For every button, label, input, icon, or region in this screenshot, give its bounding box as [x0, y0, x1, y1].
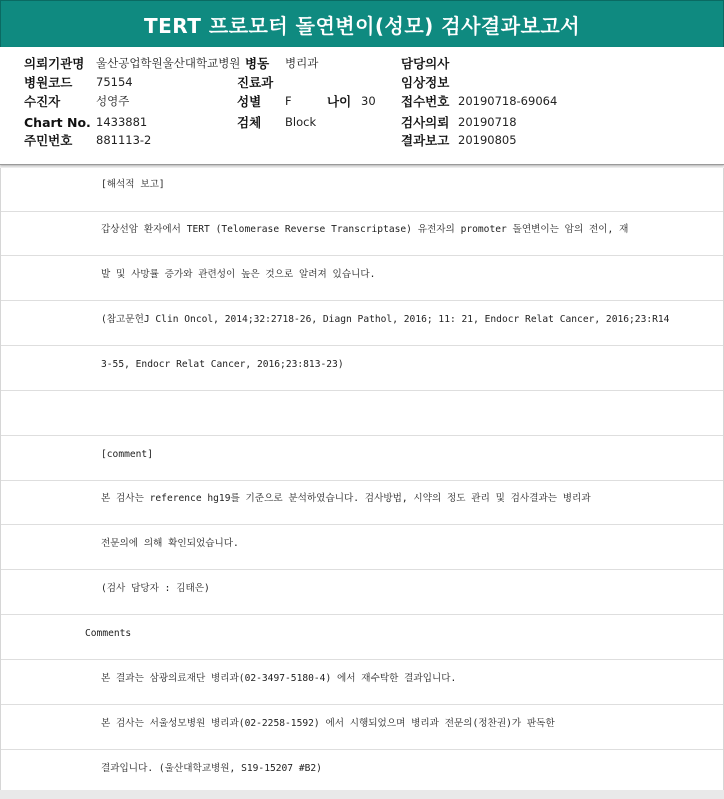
- age-value: 30: [361, 94, 376, 108]
- resident-id-label: 주민번호: [24, 133, 73, 148]
- institution-label: 의뢰기관명: [24, 56, 85, 71]
- report-date-label: 결과보고: [401, 133, 450, 148]
- report-line-text: (검사 담당자 : 김태은): [101, 583, 210, 594]
- info-row-chart: [0, 113, 724, 132]
- report-line-text: [comment]: [101, 449, 153, 460]
- info-row-patient: [0, 92, 724, 111]
- report-title: TERT 프로모터 돌연변이(성모) 검사결과보고서: [143, 13, 581, 38]
- report-line: [1, 347, 723, 391]
- report-line: [1, 481, 723, 525]
- patient-value: 성영주: [96, 94, 130, 108]
- resident-id-value: 881113-2: [96, 133, 152, 147]
- patient-info-panel: [0, 47, 724, 165]
- report-line-text: 결과입니다. (울산대학교병원, S19-15207 #B2): [101, 763, 322, 774]
- report-line-empty: [1, 392, 723, 436]
- report-line: [1, 212, 723, 256]
- bottom-scroll-strip: [0, 790, 724, 799]
- accession-label: 접수번호: [401, 94, 450, 109]
- report-line-text: [해석적 보고]: [101, 179, 165, 190]
- report-line-text: 전문의에 의해 확인되었습니다.: [101, 538, 239, 549]
- report-line: [1, 616, 723, 660]
- request-date-value: 20190718: [458, 115, 517, 129]
- report-line-text: 본 검사는 reference hg19를 기준으로 분석하였습니다. 검사방법, 시약의 정도 관리 및 검사결과는 병리과: [101, 493, 591, 504]
- report-line: [1, 571, 723, 615]
- report-line: [1, 302, 723, 346]
- ward-label: 병동: [245, 56, 270, 71]
- sex-label: 성별: [237, 94, 262, 109]
- department-label: 진료과: [237, 75, 274, 90]
- hospital-code-value: 75154: [96, 75, 133, 89]
- hospital-code-label: 병원코드: [24, 75, 73, 90]
- report-line: [1, 526, 723, 570]
- info-row-institution: [0, 54, 724, 73]
- specimen-value: Block: [285, 115, 317, 129]
- info-row-hospital-code: [0, 73, 724, 92]
- report-line: [1, 751, 723, 792]
- report-line-text: (참고문헌J Clin Oncol, 2014;32:2718-26, Diagn Pathol, 2016; 11: 21, Endocr Relat Cancer, 2016;23:R14: [101, 314, 670, 325]
- report-date-value: 20190805: [458, 133, 517, 147]
- report-line-text: 본 검사는 서울성모병원 병리과(02-2258-1592) 에서 시행되었으며 병리과 전문의(정찬권)가 판독한: [101, 718, 555, 729]
- doctor-label: 담당의사: [401, 56, 450, 71]
- report-line: [1, 706, 723, 750]
- report-title-bar: [0, 0, 724, 48]
- request-date-label: 검사의뢰: [401, 115, 450, 130]
- report-line-text: 갑상선암 환자에서 TERT (Telomerase Reverse Transcriptase) 유전자의 promoter 돌연변이는 암의 전이, 재: [101, 224, 629, 235]
- age-label: 나이: [327, 94, 352, 109]
- report-line-text: Comments: [85, 628, 132, 639]
- chart-no-label: Chart No.: [24, 115, 91, 130]
- chart-no-value: 1433881: [96, 115, 148, 129]
- institution-value: 울산공업학원울산대학교병원: [96, 56, 241, 70]
- report-line-text: 본 결과는 삼광의료재단 병리과(02-3497-5180-4) 에서 재수탁한 결과입니다.: [101, 673, 457, 684]
- sex-value: F: [285, 94, 292, 108]
- report-body: [0, 168, 724, 792]
- info-row-resident-id: [0, 131, 724, 150]
- clinical-info-label: 임상정보: [401, 75, 450, 90]
- patient-label: 수진자: [24, 94, 61, 109]
- accession-value: 20190718-69064: [458, 94, 558, 108]
- ward-value: 병리과: [285, 56, 319, 70]
- report-line: [1, 168, 723, 212]
- specimen-label: 검체: [237, 115, 262, 130]
- report-line-text: 3-55, Endocr Relat Cancer, 2016;23:813-23): [101, 359, 344, 370]
- report-line: [1, 437, 723, 481]
- report-line-text: 발 및 사망률 증가와 관련성이 높은 것으로 알려져 있습니다.: [101, 269, 376, 280]
- report-line: [1, 661, 723, 705]
- report-line: [1, 257, 723, 301]
